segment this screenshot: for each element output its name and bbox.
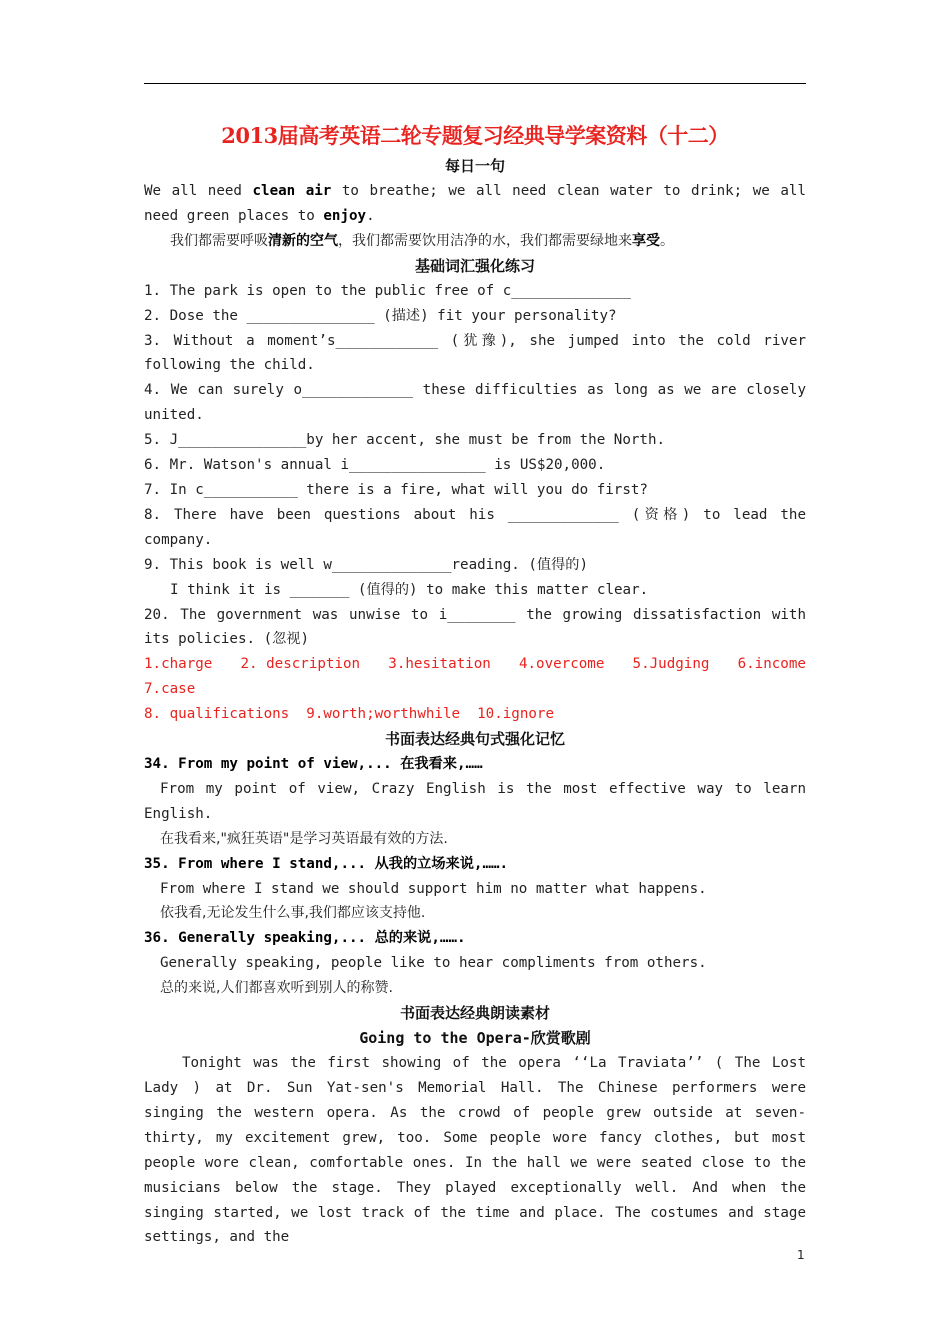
- daily-sentence-chinese: 我们都需要呼吸清新的空气，我们都需要饮用洁净的水，我们都需要绿地来享受。: [170, 232, 674, 249]
- answers-line: 8. qualifications 9.worth;worthwhile 10.ignore: [144, 706, 554, 723]
- pattern-example-en: Generally speaking, people like to hear compliments from others.: [160, 955, 707, 972]
- vocab-item: 1. The park is open to the public free of c______________: [144, 282, 631, 299]
- daily-sentence-heading: 每日一句: [444, 157, 505, 175]
- pattern-example-cn: 总的来说,人们都喜欢听到别人的称赞.: [160, 980, 393, 997]
- vocab-item: 7. In c___________ there is a fire, what will you do first?: [144, 481, 648, 498]
- daily-sentence-english: We all need clean air to breathe; we all need clean water to drink; we all need green places to enjoy.: [144, 183, 806, 224]
- pattern-label: 35. From where I stand,... 从我的立场来说,…….: [144, 855, 509, 872]
- document-title: 2013届高考英语二轮专题复习经典导学案资料（十二）: [221, 123, 729, 148]
- vocab-item: 5. J_______________by her accent, she must be from the North.: [144, 432, 666, 449]
- answers-line: 7.case: [144, 681, 196, 698]
- vocab-item: 4. We can surely o_____________ these difficulties as long as we are closely united.: [144, 382, 806, 424]
- reading-subheading: Going to the Opera-欣赏歌剧: [359, 1029, 591, 1048]
- pattern-example-en: From where I stand we should support him no matter what happens.: [160, 880, 707, 897]
- pattern-example-en: From my point of view, Crazy English is the most effective way to learn English.: [144, 780, 806, 822]
- reading-paragraph: Tonight was the first showing of the opera ‘‘La Traviata’’ ( The Lost Lady ) at Dr. Sun Yat-sen's Memorial Hall. The Chinese performers were singing the western opera. As the crowd of people grew outside at seven-thirty, my excitement grew, too. Some people wore fancy clothes, but most people wore clean, comfortable ones. In the hall we were seated close to the musicians below the stage. They played exceptionally well. And when the singing started, we lost track of the time and place. The costumes and stage settings, and the: [144, 1055, 806, 1246]
- answer: 5.Judging: [632, 656, 710, 673]
- pattern-label: 34. From my point of view,... 在我看来,……: [144, 756, 483, 773]
- reading-heading: 书面表达经典朗读素材: [399, 1004, 550, 1023]
- document-content: [144, 118, 806, 1250]
- vocab-item: 6. Mr. Watson's annual i________________ is US$20,000.: [144, 457, 606, 474]
- pattern-example-cn: 在我看来,"疯狂英语"是学习英语最有效的方法.: [160, 830, 448, 847]
- patterns-heading: 书面表达经典句式强化记忆: [384, 730, 565, 749]
- vocab-item: 8. There have been questions about his _____________ (资格) to lead the company.: [144, 506, 806, 548]
- vocab-item: 2. Dose the _______________ (描述) fit your personality?: [144, 307, 617, 324]
- pattern-example-cn: 依我看,无论发生什么事,我们都应该支持他.: [160, 905, 426, 922]
- vocab-item: 20. The government was unwise to i________ the growing dissatisfaction with its policies. (忽视): [144, 606, 806, 648]
- answer: 1.charge: [144, 656, 213, 673]
- vocab-item: I think it is _______ (值得的) to make this matter clear.: [170, 581, 649, 598]
- answer: 4.overcome: [518, 656, 605, 673]
- vocab-item: 3. Without a moment’s____________ (犹豫), she jumped into the cold river following the child.: [144, 332, 806, 374]
- answer: 3.hesitation: [388, 656, 491, 673]
- answers-line: [144, 652, 806, 677]
- vocab-item: 9. This book is well w______________reading. (值得的): [144, 556, 589, 573]
- vocab-heading: 基础词汇强化练习: [414, 256, 535, 275]
- page-number: 1: [797, 1248, 805, 1262]
- answer: 6.income: [737, 656, 806, 673]
- answer: 2. description: [240, 656, 361, 673]
- pattern-label: 36. Generally speaking,... 总的来说,…….: [144, 930, 466, 947]
- header-rule: [144, 83, 806, 84]
